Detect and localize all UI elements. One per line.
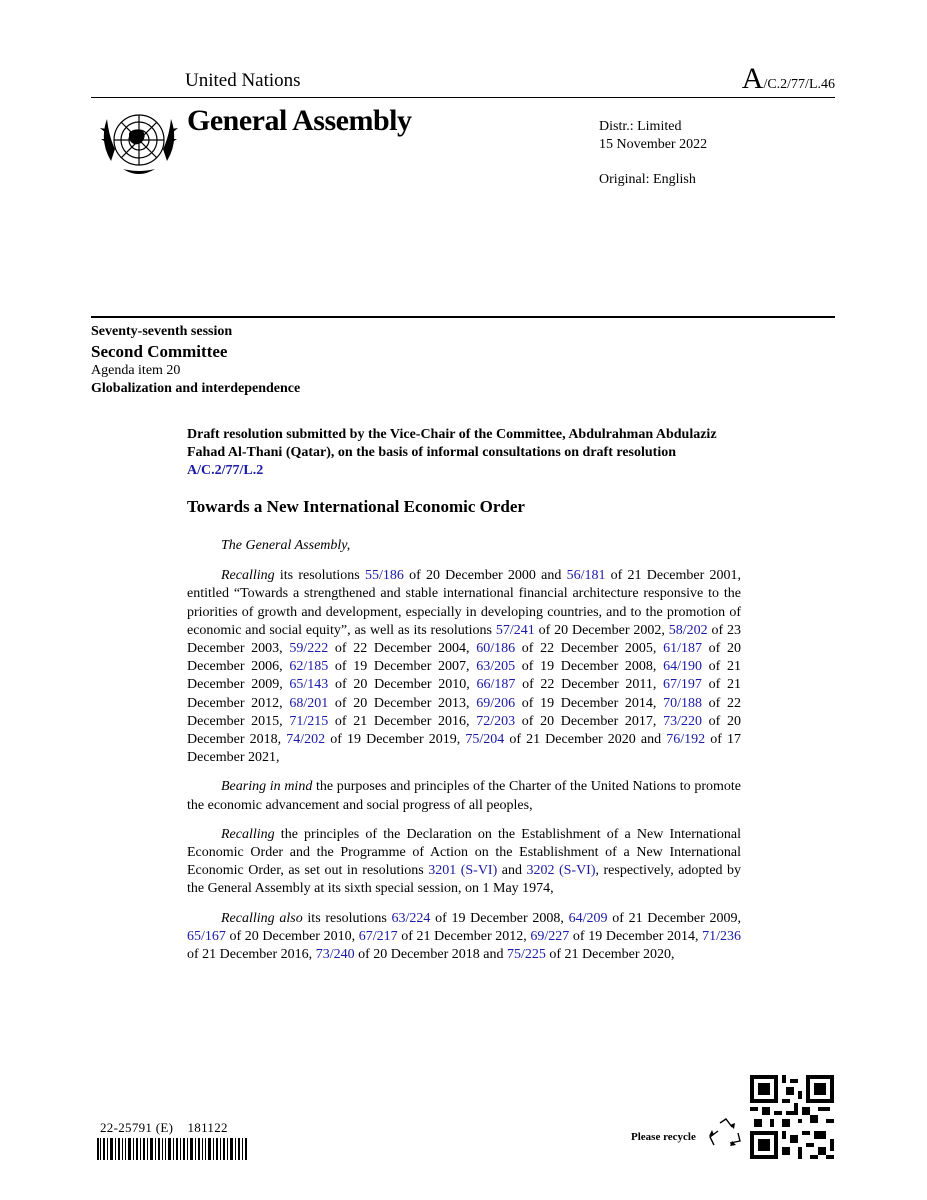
section-divider bbox=[91, 316, 835, 318]
symbol-letter: A bbox=[741, 62, 764, 95]
resolution-link[interactable]: 55/186 bbox=[364, 568, 404, 584]
resolution-link[interactable]: 64/190 bbox=[663, 659, 702, 675]
p4-text: of 20 December 2018 and bbox=[354, 947, 507, 963]
p4-lead: Recalling also bbox=[221, 910, 303, 926]
p1-text: its resolutions bbox=[274, 568, 365, 584]
p1-lead: Recalling bbox=[221, 568, 275, 584]
resolution-link[interactable]: 61/187 bbox=[663, 641, 702, 657]
p1-text: of 22 December 2004, bbox=[328, 641, 477, 657]
resolution-link[interactable]: 75/204 bbox=[465, 732, 505, 748]
resolution-link[interactable]: 60/186 bbox=[476, 641, 516, 657]
p1-text: of 20 December 2013, bbox=[328, 695, 477, 711]
resolution-link[interactable]: 67/197 bbox=[663, 677, 702, 693]
resolution-link[interactable]: 73/240 bbox=[315, 947, 355, 963]
resolution-link[interactable]: 75/225 bbox=[506, 947, 546, 963]
p1-text: of 19 December 2014, bbox=[515, 695, 664, 711]
p1-text: of 21 December 2020 and bbox=[504, 732, 667, 748]
barcode-icon bbox=[97, 1138, 247, 1160]
resolution-link[interactable]: 74/202 bbox=[286, 732, 326, 748]
organization-name: United Nations bbox=[185, 70, 301, 91]
session-block bbox=[91, 323, 300, 398]
committee-name: Second Committee bbox=[91, 342, 228, 361]
session-name: Seventy-seventh session bbox=[91, 324, 233, 339]
p1-text: of 20 December 2018, bbox=[187, 713, 741, 748]
p4-text: its resolutions bbox=[302, 910, 392, 926]
resolution-link[interactable]: 3201 (S-VI) bbox=[428, 863, 498, 879]
document-job-number: 22-25791 (E) 181122 bbox=[100, 1120, 228, 1135]
distribution-label: Distr.: Limited bbox=[599, 119, 682, 134]
p1-text: of 17 December 2021, bbox=[187, 732, 741, 766]
resolution-link[interactable]: 58/202 bbox=[668, 622, 708, 638]
resolution-link[interactable]: 71/236 bbox=[702, 928, 741, 944]
p1-text: of 22 December 2005, bbox=[515, 641, 664, 657]
draft-heading-text: Draft resolution submitted by the Vice-Chair of the Committee, Abdulrahman Abdulaziz Fahad Al-Thani (Qatar), on the basis of informal consultations on draft resolution bbox=[187, 427, 717, 460]
resolution-link[interactable]: 76/192 bbox=[666, 732, 706, 748]
resolution-link[interactable]: 63/205 bbox=[476, 659, 516, 675]
p1-text: of 20 December 2000 and bbox=[403, 568, 567, 584]
resolution-link[interactable]: 67/217 bbox=[358, 928, 398, 944]
paragraph-2 bbox=[187, 778, 741, 814]
p1-text: of 21 December 2016, bbox=[328, 713, 477, 729]
issue-date: 15 November 2022 bbox=[599, 137, 708, 152]
p1-text: of 21 December 2012, bbox=[187, 677, 741, 711]
p3-text: , respectively, adopted by the General Assembly at its sixth special session, on 1 May 1974, bbox=[187, 863, 742, 897]
un-emblem-icon bbox=[93, 103, 185, 183]
p1-text: of 20 December 2010, bbox=[328, 677, 477, 693]
header-divider bbox=[91, 97, 835, 98]
resolution-link[interactable]: 64/209 bbox=[568, 910, 608, 926]
please-recycle-label: Please recycle bbox=[631, 1131, 696, 1143]
resolution-link[interactable]: 69/227 bbox=[530, 928, 570, 944]
resolution-title: Towards a New International Economic Order bbox=[187, 497, 525, 516]
p2-text: the purposes and principles of the Charter of the United Nations to promote the economic advancement and social progress of all peoples, bbox=[187, 779, 741, 813]
p2-lead: Bearing in mind bbox=[221, 779, 313, 795]
original-language: Original: English bbox=[599, 172, 696, 187]
p4-text: of 21 December 2020, bbox=[545, 947, 675, 963]
paragraph-1 bbox=[187, 567, 741, 767]
resolution-link[interactable]: 63/224 bbox=[391, 910, 431, 926]
p1-text: of 21 December 2009, bbox=[187, 659, 741, 693]
resolution-link[interactable]: 73/220 bbox=[663, 713, 702, 729]
p3-lead: Recalling bbox=[221, 826, 275, 842]
resolution-link[interactable]: 70/188 bbox=[663, 695, 702, 711]
distribution-info bbox=[599, 118, 707, 154]
p4-text: of 19 December 2008, bbox=[430, 910, 569, 926]
draft-resolution-link[interactable]: A/C.2/77/L.2 bbox=[187, 463, 264, 478]
draft-heading bbox=[187, 426, 747, 480]
p1-text: of 22 December 2011, bbox=[515, 677, 664, 693]
p1-text: of 19 December 2019, bbox=[325, 732, 466, 748]
resolution-link[interactable]: 56/181 bbox=[566, 568, 606, 584]
p1-text: of 20 December 2002, bbox=[534, 622, 669, 638]
qr-code-icon bbox=[750, 1075, 834, 1159]
preamble-text: The General Assembly, bbox=[221, 538, 351, 553]
p1-text: of 20 December 2017, bbox=[515, 713, 664, 729]
p3-text: the principles of the Declaration on the Establishment of a New International Economic Order and the Programme of Action on the Establishment of a New International Economic Order, as set out in resolutions bbox=[187, 826, 741, 879]
resolution-link[interactable]: 72/203 bbox=[476, 713, 516, 729]
paragraph-4 bbox=[187, 910, 741, 965]
p1-text: of 21 December 2001, entitled “Towards a strengthened and stable international financial architecture responsive to the priorities of growth and development, especially in developing countries, and to the promotion of economic and social equity”, as well as its resolutions bbox=[187, 568, 741, 638]
recycle-icon bbox=[708, 1117, 744, 1149]
resolution-link[interactable]: 68/201 bbox=[289, 695, 329, 711]
resolution-link[interactable]: 3202 (S-VI) bbox=[526, 863, 596, 879]
resolution-link[interactable]: 57/241 bbox=[495, 622, 535, 638]
resolution-link[interactable]: 69/206 bbox=[476, 695, 516, 711]
document-symbol bbox=[742, 62, 835, 96]
symbol-rest: /C.2/77/L.46 bbox=[763, 77, 835, 92]
p4-text: of 19 December 2014, bbox=[569, 928, 703, 944]
preamble bbox=[187, 537, 741, 555]
agenda-item: Agenda item 20 bbox=[91, 363, 181, 378]
agenda-topic: Globalization and interdependence bbox=[91, 381, 301, 396]
resolution-link[interactable]: 66/187 bbox=[476, 677, 516, 693]
resolution-link[interactable]: 59/222 bbox=[289, 641, 329, 657]
resolution-link[interactable]: 71/215 bbox=[289, 713, 329, 729]
p1-text: of 23 December 2003, bbox=[187, 622, 741, 657]
resolution-link[interactable]: 62/185 bbox=[289, 659, 329, 675]
p1-text: of 19 December 2007, bbox=[328, 659, 477, 675]
resolution-body bbox=[187, 537, 741, 975]
p1-text: of 20 December 2006, bbox=[187, 641, 741, 675]
p4-text: of 21 December 2012, bbox=[397, 928, 531, 944]
p3-text: and bbox=[497, 863, 527, 879]
page-title: General Assembly bbox=[187, 104, 412, 137]
paragraph-3 bbox=[187, 826, 741, 899]
resolution-link[interactable]: 65/143 bbox=[289, 677, 329, 693]
p4-text: of 21 December 2009, bbox=[607, 910, 742, 926]
p1-text: of 19 December 2008, bbox=[515, 659, 664, 675]
p4-text: of 21 December 2016, bbox=[187, 947, 316, 963]
p1-text: of 22 December 2015, bbox=[187, 695, 741, 729]
p4-text: of 20 December 2010, bbox=[225, 928, 359, 944]
resolution-link[interactable]: 65/167 bbox=[187, 928, 226, 944]
